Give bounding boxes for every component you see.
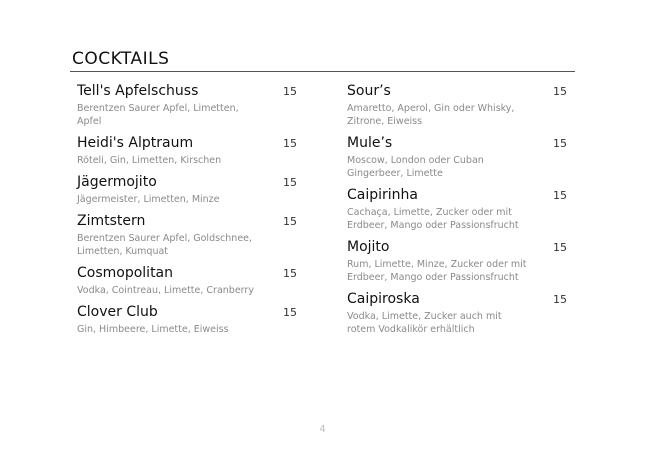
item-price: 15: [553, 189, 567, 202]
menu-item: [77, 212, 299, 258]
item-name: Tell's Apfelschuss: [77, 83, 199, 99]
item-description: Berentzen Saurer Apfel, Goldschnee, Limetten, Kumquat: [77, 233, 253, 257]
item-description: Röteli, Gin, Limetten, Kirschen: [77, 155, 222, 166]
item-description: Gin, Himbeere, Limette, Eiweiss: [77, 324, 229, 335]
item-price: 15: [553, 85, 567, 98]
item-price: 15: [283, 176, 297, 189]
menu-item: [347, 134, 569, 180]
menu-item: [347, 186, 569, 232]
item-price: 15: [283, 137, 297, 150]
item-price: 15: [553, 241, 567, 254]
menu-item: [77, 82, 299, 128]
item-price: 15: [553, 293, 567, 306]
section-title: COCKTAILS: [72, 49, 170, 69]
item-price: 15: [283, 267, 297, 280]
item-description: Cachaça, Limette, Zucker oder mit Erdbeer, Mango oder Passionsfrucht: [347, 207, 519, 231]
item-name: Sour’s: [347, 83, 391, 99]
item-description: Moscow, London oder Cuban Gingerbeer, Limette: [347, 155, 484, 179]
menu-item: [77, 264, 299, 297]
title-divider: [70, 71, 575, 72]
item-price: 15: [553, 137, 567, 150]
item-name: Jägermojito: [77, 174, 157, 190]
item-description: Berentzen Saurer Apfel, Limetten, Apfel: [77, 103, 239, 127]
menu-item: [347, 290, 569, 336]
page-number: 4: [319, 424, 326, 435]
item-description: Jägermeister, Limetten, Minze: [77, 194, 220, 205]
item-name: Zimtstern: [77, 213, 146, 229]
item-description: Vodka, Cointreau, Limette, Cranberry: [77, 285, 254, 296]
item-name: Caipirinha: [347, 187, 418, 203]
item-price: 15: [283, 215, 297, 228]
item-name: Heidi's Alptraum: [77, 135, 194, 151]
menu-item: [77, 134, 299, 167]
item-description: Amaretto, Aperol, Gin oder Whisky, Zitrone, Eiweiss: [347, 103, 515, 127]
item-name: Cosmopolitan: [77, 265, 174, 281]
menu-item: [77, 303, 299, 336]
menu-item: [347, 238, 569, 284]
item-price: 15: [283, 85, 297, 98]
right-column: [347, 82, 569, 342]
item-name: Mojito: [347, 239, 390, 255]
item-description: Vodka, Limette, Zucker auch mit rotem Vodkalikör erhältlich: [347, 311, 502, 335]
menu-item: [77, 173, 299, 206]
item-name: Clover Club: [77, 304, 158, 320]
item-name: Caipiroska: [347, 291, 420, 307]
item-description: Rum, Limette, Minze, Zucker oder mit Erdbeer, Mango oder Passionsfrucht: [347, 259, 527, 283]
left-column: [77, 82, 299, 342]
item-name: Mule’s: [347, 135, 393, 151]
item-price: 15: [283, 306, 297, 319]
menu-item: [347, 82, 569, 128]
